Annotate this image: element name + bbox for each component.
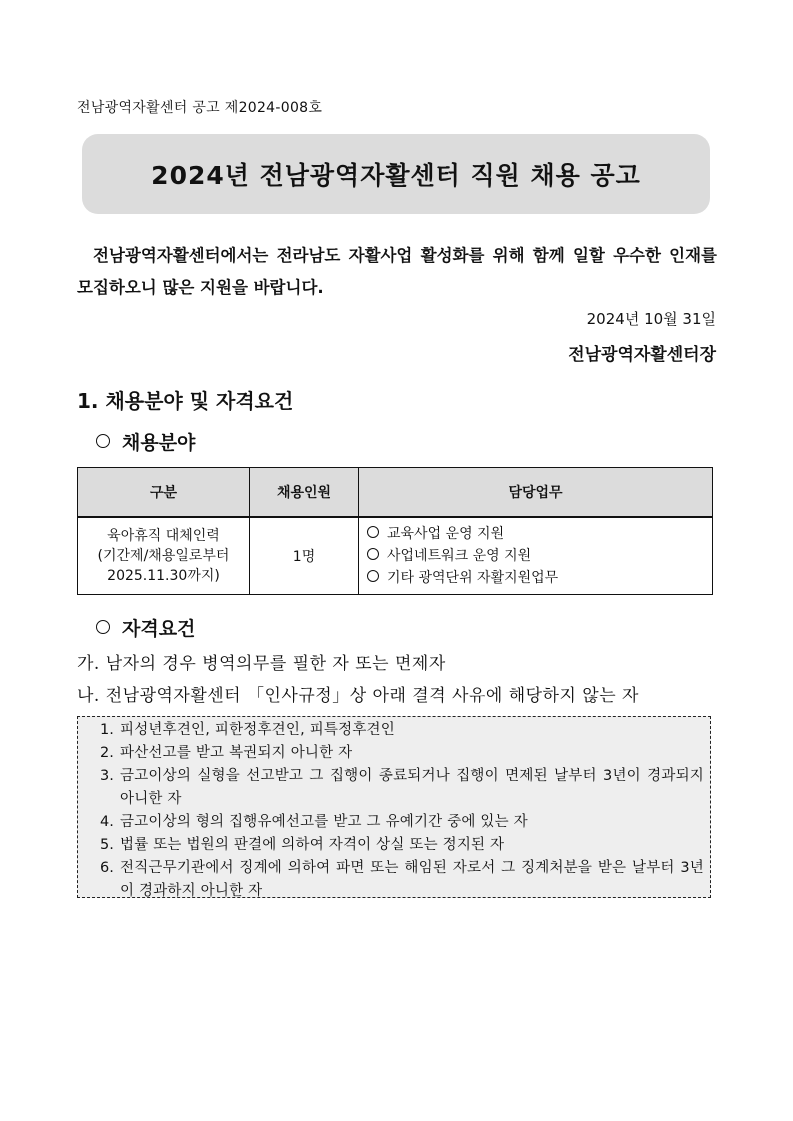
table-header-row [78,468,713,518]
list-item [100,834,704,857]
intro-paragraph [77,240,717,304]
circle-bullet-icon [367,526,379,538]
table-header-cell: 구분 [78,468,250,518]
list-item [100,719,704,742]
item-text: 금고이상의 형의 집행유예선고를 받고 그 유예기간 중에 있는 자 [120,814,528,830]
duty-item [367,545,711,567]
disqualification-box [77,716,711,898]
list-item [100,765,704,811]
circle-bullet-icon [96,434,110,448]
item-number: 2. [100,745,114,761]
list-item [100,857,704,903]
circle-bullet-icon [367,548,379,560]
category-cell [78,517,250,595]
recruitment-table [77,467,713,595]
item-text: 전직근무기관에서 징계에 의하여 파면 또는 해임된 자로서 그 징계처분을 받은 날부터 3년이 경과하지 아니한 자 [120,860,704,899]
subsection-recruit-field [96,428,195,455]
list-item [100,742,704,765]
item-text: 파산선고를 받고 복권되지 아니한 자 [120,745,353,761]
subsection-qualification [96,614,195,641]
duty-text: 사업네트워크 운영 지원 [387,548,532,564]
subsection-label: 채용분야 [122,432,196,454]
intro-text: 전남광역자활센터에서는 전라남도 자활사업 활성화를 위해 함께 일할 우수한 인재를 모집하오니 많은 지원을 바랍니다. [77,246,717,297]
table-header-cell: 채용인원 [250,468,359,518]
item-number: 4. [100,814,114,830]
subsection-label: 자격요건 [122,618,196,640]
item-number: 6. [100,860,114,876]
qualification-item: 가. 남자의 경우 병역의무를 필한 자 또는 면제자 [77,654,446,674]
duty-text: 교육사업 운영 지원 [387,526,505,542]
duty-item [367,523,711,545]
section-title: 1. 채용분야 및 자격요건 [77,389,294,413]
duties-cell [359,517,713,595]
table-header-cell: 담당업무 [359,468,713,518]
count-cell: 1명 [250,517,359,595]
item-text: 법률 또는 법원의 판결에 의하여 자격이 상실 또는 정지된 자 [120,837,505,853]
item-text: 피성년후견인, 피한정후견인, 피특정후견인 [120,722,395,738]
item-number: 5. [100,837,114,853]
duty-item [367,567,711,589]
circle-bullet-icon [367,570,379,582]
category-line: (기간제/채용일로부터 [97,548,230,564]
item-text: 금고이상의 실형을 선고받고 그 집행이 종료되거나 집행이 면제된 날부터 3년이 경과되지 아니한 자 [120,768,704,807]
title-banner [82,134,710,214]
page-title: 2024년 전남광역자활센터 직원 채용 공고 [151,161,641,190]
category-line: 육아휴직 대체인력 [107,528,220,544]
table-row [78,517,713,595]
category-line: 2025.11.30까지) [107,568,220,584]
item-number: 1. [100,722,114,738]
duty-text: 기타 광역단위 자활지원업무 [387,570,559,586]
item-number: 3. [100,768,114,784]
announcement-date: 2024년 10월 31일 [586,310,716,328]
list-item [100,811,704,834]
signer: 전남광역자활센터장 [568,345,716,365]
circle-bullet-icon [96,620,110,634]
document-number: 전남광역자활센터 공고 제2024-008호 [77,100,323,116]
qualification-item: 나. 전남광역자활센터 「인사규정」상 아래 결격 사유에 해당하지 않는 자 [77,686,639,706]
